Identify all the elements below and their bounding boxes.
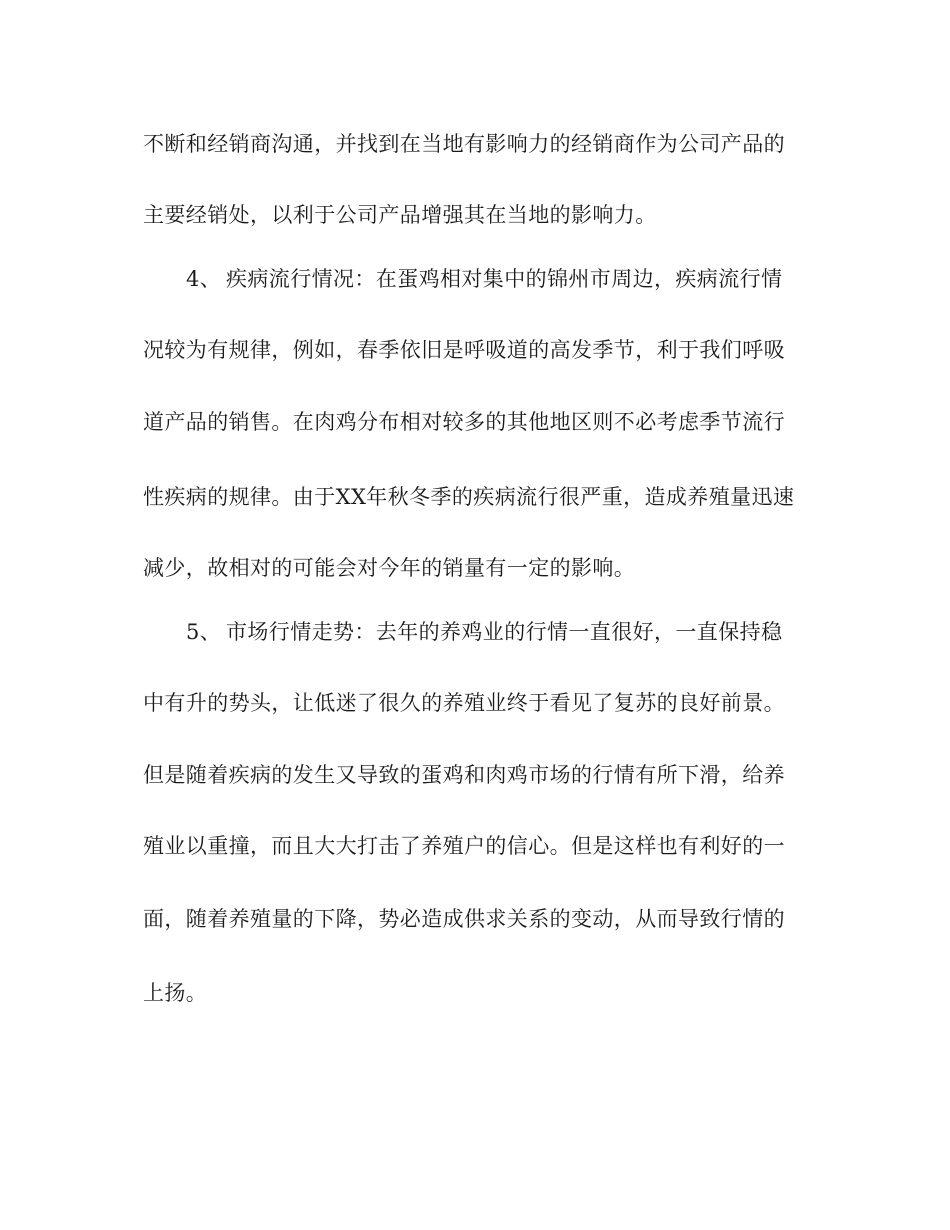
paragraph-line: 减少，故相对的可能会对今年的销量有一定的影响。 <box>143 556 636 580</box>
paragraph-line: 主要经销处，以利于公司产品增强其在当地的影响力。 <box>143 203 657 227</box>
paragraph-line: 市场行情走势：去年的养鸡业的行情一直很好，一直保持稳 <box>226 620 783 644</box>
paragraph-line: 上扬。 <box>143 981 208 1005</box>
list-number: 5、 <box>186 620 222 644</box>
list-number: 4、 <box>186 267 222 291</box>
paragraph-line: 但是随着疾病的发生又导致的蛋鸡和肉鸡市场的行情有所下滑，给养 <box>143 763 785 787</box>
paragraph-line: 况较为有规律，例如，春季依旧是呼吸道的高发季节，利于我们呼吸 <box>143 338 785 362</box>
paragraph-line: 疾病流行情况：在蛋鸡相对集中的锦州市周边，疾病流行情 <box>226 267 783 291</box>
paragraph-line: 道产品的销售。在肉鸡分布相对较多的其他地区则不必考虑季节流行 <box>143 410 785 434</box>
paragraph-line: 不断和经销商沟通，并找到在当地有影响力的经销商作为公司产品的 <box>143 132 785 156</box>
paragraph-line: 性疾病的规律。由于XX年秋冬季的疾病流行很严重，造成养殖量迅速 <box>143 485 795 509</box>
list-item-5 <box>186 619 782 645</box>
paragraph-line: 殖业以重撞，而且大大打击了养殖户的信心。但是这样也有利好的一 <box>143 834 785 858</box>
paragraph-line: 面，随着养殖量的下降，势必造成供求关系的变动，从而导致行情的 <box>143 907 785 931</box>
paragraph-line: 中有升的势头，让低迷了很久的养殖业终于看见了复苏的良好前景。 <box>143 691 785 715</box>
list-item-4 <box>186 266 782 292</box>
